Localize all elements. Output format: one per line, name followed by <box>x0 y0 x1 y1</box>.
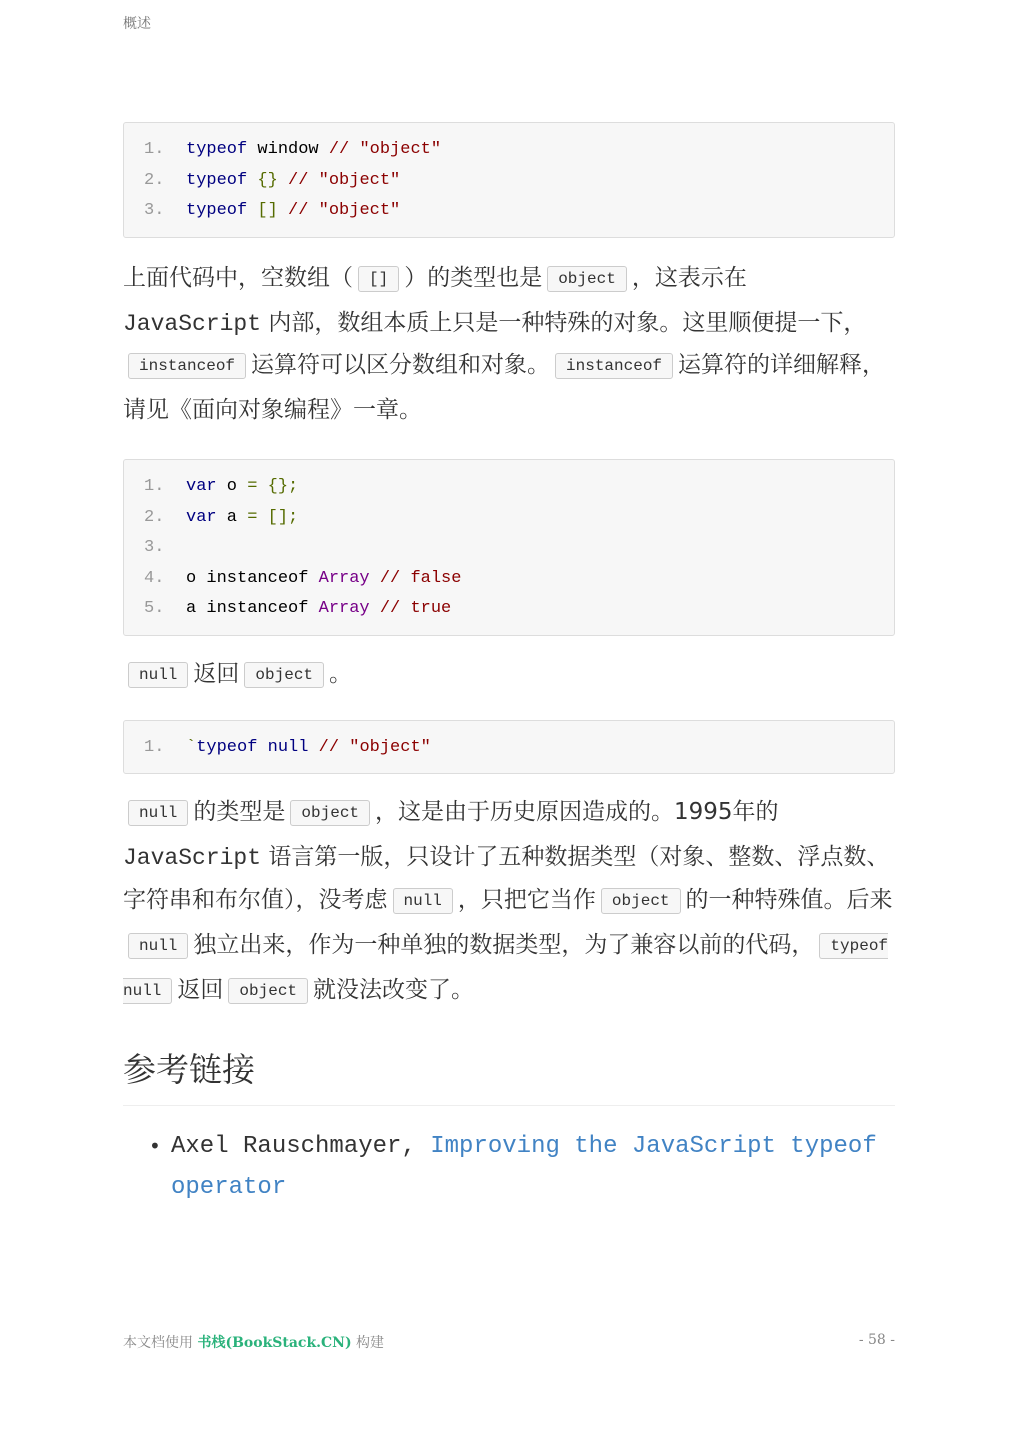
code-token: a instanceof <box>186 599 319 619</box>
code-token: null <box>267 737 309 757</box>
reference-list <box>123 1126 895 1208</box>
code-token: // "object" <box>328 140 442 159</box>
code-line <box>144 503 876 534</box>
page-number: - 58 - <box>858 1332 895 1348</box>
code-token: typeof <box>196 737 258 757</box>
code-token <box>247 171 257 190</box>
code-token: a <box>216 507 248 527</box>
paragraph-array-type: 上面代码中，空数组（ [] ）的类型也是 object ，这表示在 JavaScript 内部，数组本质上只是一种特殊的对象。这里顺便提一下，instanceof 运算符可以区分数组和对象。 instanceof 运算符的详细解释，请见《面向对象编程》一章。 <box>123 264 886 424</box>
code-line <box>144 594 876 625</box>
code-token: o instanceof <box>186 568 319 588</box>
inline-code: object <box>228 978 308 1004</box>
inline-code: null <box>128 662 188 688</box>
line-number: 3. <box>144 201 165 221</box>
running-header: 概述 <box>123 16 151 32</box>
code-token: typeof <box>186 170 248 190</box>
code-line <box>144 472 876 503</box>
code-token: // "object" <box>308 737 431 757</box>
inline-code: null <box>393 888 453 914</box>
paragraph-null-returns: null 返回 object 。 <box>123 654 895 699</box>
line-number: 2. <box>144 170 165 190</box>
page-content <box>123 122 895 1208</box>
code-block-instanceof <box>123 459 895 636</box>
code-token: = {}; <box>247 476 299 496</box>
code-token: ` <box>186 737 197 757</box>
line-number: 3. <box>144 538 165 558</box>
code-token: Array <box>318 568 370 588</box>
code-token: // false <box>369 568 462 588</box>
list-item: • Axel Rauschmayer, Improving the JavaScript typeof operator <box>171 1126 895 1208</box>
inline-code: object <box>601 888 681 914</box>
code-token: // true <box>369 599 452 619</box>
code-token: // "object" <box>277 170 401 190</box>
inline-code: null <box>128 800 188 826</box>
brand-link[interactable]: 书栈(BookStack.CN) <box>197 1335 352 1351</box>
inline-code: null <box>128 933 188 959</box>
code-token: = []; <box>247 507 299 527</box>
code-token: window <box>247 140 329 159</box>
inline-code: instanceof <box>128 353 246 379</box>
line-number: 5. <box>144 599 165 619</box>
line-number: 1. <box>144 140 165 159</box>
code-token: o <box>216 476 248 496</box>
code-block-typeof-null <box>123 720 895 775</box>
inline-code: object <box>547 266 627 292</box>
reference-link[interactable]: Improving the JavaScript typeof operator <box>171 1133 877 1202</box>
code-block-typeof-objects <box>123 122 895 238</box>
code-line <box>144 564 876 595</box>
code-line <box>144 135 876 166</box>
code-token: // "object" <box>277 201 401 221</box>
code-token <box>247 201 257 220</box>
line-number: 1. <box>144 476 165 496</box>
inline-code: [] <box>358 266 399 292</box>
line-number: 1. <box>144 737 165 757</box>
section-heading-references: 参考链接 <box>123 1044 895 1106</box>
paragraph-null-history: null 的类型是 object ，这是由于历史原因造成的。1995年的 JavaScript 语言第一版，只设计了五种数据类型（对象、整数、浮点数、字符串和布尔值），没考虑 null ，只把它当作 object 的一种特殊值。后来null 独立出来，作为一种单独的数据类型，为了兼容以前的代码， typeof null 返回 object 就没法改变了。 <box>123 799 893 1003</box>
line-number: 4. <box>144 568 165 588</box>
code-token: typeof <box>186 201 248 221</box>
inline-code: object <box>244 662 324 688</box>
code-token: {} <box>257 170 278 190</box>
code-line <box>144 733 876 764</box>
code-token: var <box>186 476 217 496</box>
inline-code: instanceof <box>555 353 673 379</box>
page-footer: 本文档使用 书栈(BookStack.CN) 构建 - 58 - <box>123 1332 895 1351</box>
code-token: typeof <box>186 140 248 159</box>
inline-code: typeof null <box>123 933 888 1004</box>
bullet-icon: • <box>149 1134 161 1159</box>
code-token: var <box>186 507 217 527</box>
code-token: Array <box>318 599 370 619</box>
code-token: [] <box>257 201 278 221</box>
line-number: 2. <box>144 507 165 527</box>
code-line <box>144 166 876 197</box>
code-line <box>144 533 876 564</box>
code-token <box>257 738 267 757</box>
inline-code: object <box>290 800 370 826</box>
code-line <box>144 196 876 227</box>
